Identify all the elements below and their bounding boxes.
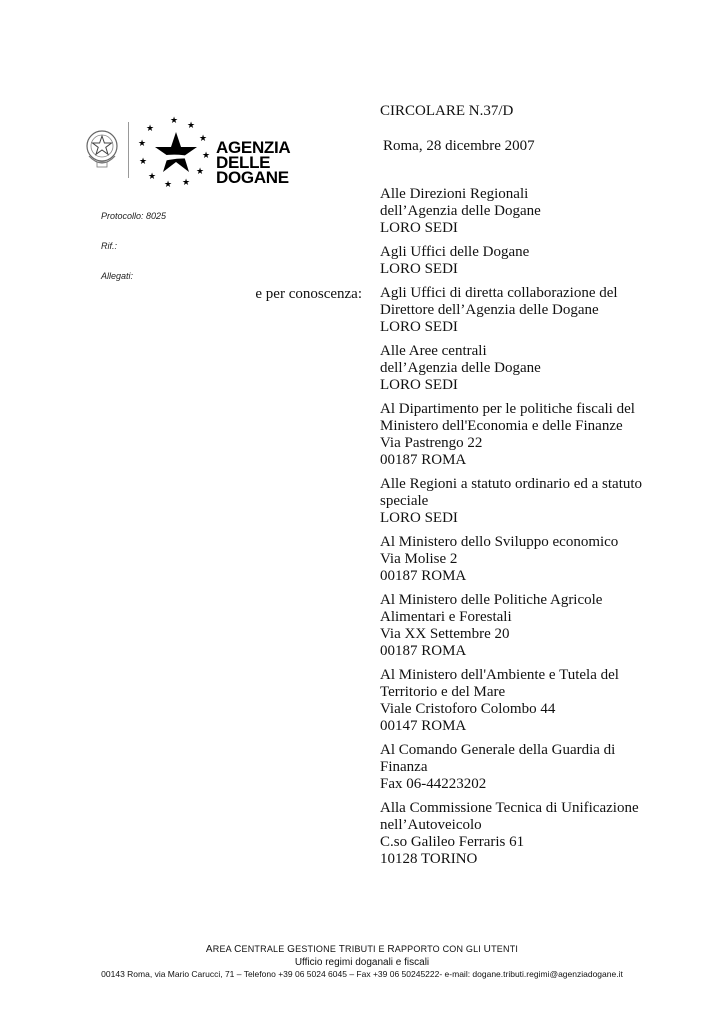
recipient-line: Agli Uffici di diretta collaborazione del: [380, 285, 618, 301]
footer-dept-rest: RIBUTI E: [345, 944, 388, 954]
recipient-block: [380, 285, 650, 336]
recipient-block: [380, 476, 650, 527]
recipient-line: nell’Autoveicolo: [380, 817, 482, 833]
svg-text:★: ★: [195, 167, 205, 177]
recipient-line: 00187 ROMA: [380, 452, 467, 468]
recipient-line: 00187 ROMA: [380, 643, 467, 659]
recipient-block: [380, 667, 650, 735]
recipient-block: [380, 592, 650, 660]
footer-address: 00143 Roma, via Mario Carucci, 71 – Telefono +39 06 5024 6045 – Fax +39 06 50245222- e-mail: dogane.tributi.regimi@agenziadogane.it: [101, 969, 623, 979]
footer-dept-initial: A: [205, 944, 213, 955]
stars-circle-icon: [136, 114, 212, 190]
agency-logo: [84, 112, 304, 192]
recipient-line: Alle Direzioni Regionali: [380, 186, 529, 202]
italian-republic-emblem-icon: [84, 126, 120, 170]
brand-line-2: DELLE: [216, 153, 271, 172]
recipient-line: speciale: [380, 493, 429, 509]
recipient-line: Ministero dell'Economia e delle Finanze: [380, 418, 623, 434]
recipient-line: Finanza: [380, 759, 428, 775]
recipient-line: Al Comando Generale della Guardia di: [380, 742, 616, 758]
footer-dept-initial: U: [483, 944, 492, 955]
footer-dept-rest: ENTRALE: [241, 944, 288, 954]
recipient-line: Agli Uffici delle Dogane: [380, 244, 530, 260]
recipient-line: LORO SEDI: [380, 261, 458, 277]
recipient-line: Via XX Settembre 20: [380, 626, 510, 642]
brand-line-3: DOGANE: [216, 168, 289, 187]
svg-text:★: ★: [186, 121, 196, 131]
brand-line-1: AGENZIA: [216, 138, 291, 157]
footer-dept-initial: R: [387, 944, 395, 955]
recipient-line: Alle Aree centrali: [380, 343, 487, 359]
recipient-line: dell’Agenzia delle Dogane: [380, 203, 541, 219]
agency-brand-name: [216, 140, 290, 185]
recipient-line: 00147 ROMA: [380, 718, 467, 734]
recipient-line: C.so Galileo Ferraris 61: [380, 834, 525, 850]
recipient-block: [380, 534, 650, 585]
footer-dept-initial: T: [338, 944, 346, 955]
recipient-block: [380, 401, 650, 469]
recipient-line: Alla Commissione Tecnica di Unificazione: [380, 800, 639, 816]
page-footer: [0, 944, 724, 979]
svg-text:★: ★: [201, 151, 211, 161]
svg-text:★: ★: [138, 157, 148, 167]
recipient-line: Fax 06-44223202: [380, 776, 487, 792]
recipient-line: Al Ministero delle Politiche Agricole: [380, 592, 603, 608]
recipient-line: Al Dipartimento per le politiche fiscali del: [380, 401, 635, 417]
recipients-list: [380, 186, 650, 875]
svg-text:★: ★: [169, 116, 179, 126]
recipient-line: LORO SEDI: [380, 319, 458, 335]
svg-text:★: ★: [147, 172, 157, 182]
recipient-line: Viale Cristoforo Colombo 44: [380, 701, 556, 717]
footer-dept-rest: REA: [212, 944, 235, 954]
recipient-line: 00187 ROMA: [380, 568, 467, 584]
recipient-line: Direttore dell’Agenzia delle Dogane: [380, 302, 599, 318]
recipient-block: [380, 742, 650, 793]
recipient-line: Al Ministero dello Sviluppo economico: [380, 534, 619, 550]
recipient-line: LORO SEDI: [380, 510, 458, 526]
footer-dept-initial: G: [287, 944, 296, 955]
recipient-line: Al Ministero dell'Ambiente e Tutela del: [380, 667, 619, 683]
recipient-line: Alimentari e Forestali: [380, 609, 512, 625]
recipient-block: [380, 343, 650, 394]
circular-date: Roma, 28 dicembre 2007: [383, 138, 535, 154]
reference-label: Rif.:: [101, 241, 118, 251]
recipient-line: LORO SEDI: [380, 377, 458, 393]
recipient-line: Via Molise 2: [380, 551, 458, 567]
footer-dept-initial: C: [234, 944, 242, 955]
logo-divider: [128, 122, 129, 178]
svg-text:★: ★: [163, 180, 173, 190]
recipient-line: dell’Agenzia delle Dogane: [380, 360, 541, 376]
per-conoscenza-label: e per conoscenza:: [255, 286, 362, 302]
svg-text:★: ★: [145, 124, 155, 134]
recipient-line: 10128 TORINO: [380, 851, 478, 867]
recipient-block: [380, 186, 650, 237]
recipient-line: Via Pastrengo 22: [380, 435, 483, 451]
footer-office: Ufficio regimi doganali e fiscali: [294, 957, 430, 968]
footer-dept-rest: APPORTO CON GLI: [394, 944, 484, 954]
circular-title: CIRCOLARE N.37/D: [380, 103, 514, 119]
svg-text:★: ★: [181, 178, 191, 188]
recipient-line: LORO SEDI: [380, 220, 458, 236]
recipient-block: [380, 800, 650, 868]
footer-department: [0, 944, 724, 955]
footer-dept-rest: TENTI: [491, 944, 519, 954]
protocol-number: Protocollo: 8025: [101, 211, 167, 221]
footer-dept-rest: ESTIONE: [295, 944, 339, 954]
attachments-label: Allegati:: [101, 271, 134, 281]
recipient-line: Territorio e del Mare: [380, 684, 506, 700]
svg-text:★: ★: [137, 139, 147, 149]
recipient-block: [380, 244, 650, 278]
svg-text:★: ★: [198, 134, 208, 144]
recipient-line: Alle Regioni a statuto ordinario ed a statuto: [380, 476, 643, 492]
